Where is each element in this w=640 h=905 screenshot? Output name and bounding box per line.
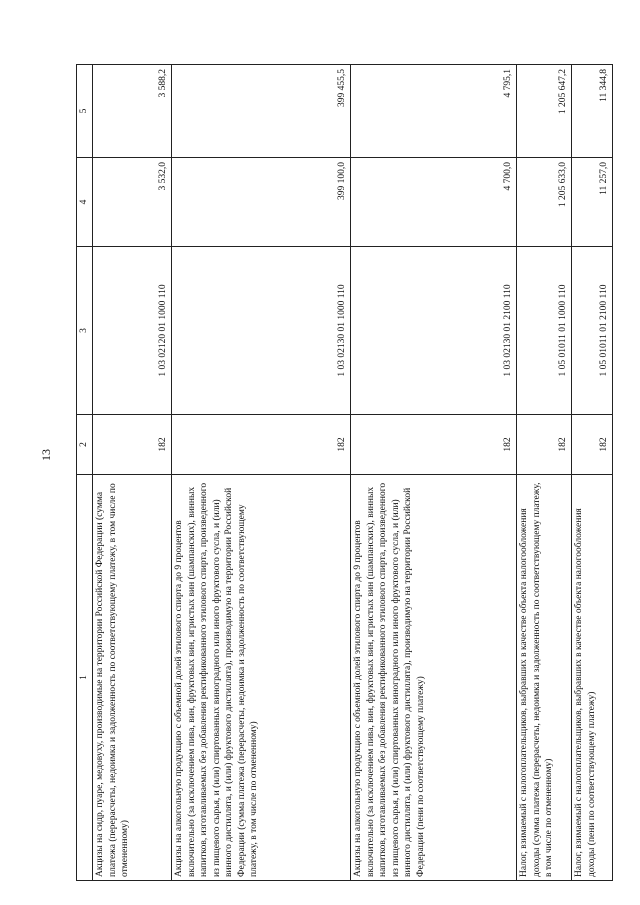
admin-code-cell: 182 xyxy=(572,415,613,475)
admin-code-cell: 182 xyxy=(351,415,517,475)
admin-code-cell: 182 xyxy=(93,415,172,475)
amount-cell: 3 588,2 xyxy=(93,65,172,158)
table-row xyxy=(572,65,613,881)
admin-code-cell: 182 xyxy=(517,415,572,475)
header-cell: 3 xyxy=(77,247,93,415)
table-row xyxy=(93,65,172,881)
kbk-cell: 1 03 02130 01 2100 110 xyxy=(351,247,517,415)
header-cell: 1 xyxy=(77,475,93,881)
admin-code-cell: 182 xyxy=(172,415,351,475)
header-cell: 2 xyxy=(77,415,93,475)
amount-cell: 4 700,0 xyxy=(351,158,517,247)
amount-cell: 399 455,5 xyxy=(172,65,351,158)
kbk-cell: 1 03 02120 01 1000 110 xyxy=(93,247,172,415)
table-row xyxy=(517,65,572,881)
description-cell: Налог, взимаемый с налогоплательщиков, выбравших в качестве объекта налогообложения доходы (пени по соответствующему платежу) xyxy=(572,475,613,881)
rotated-table-container xyxy=(76,65,609,881)
amount-cell: 11 344,8 xyxy=(572,65,613,158)
table-wrapper xyxy=(76,65,609,881)
revenue-table xyxy=(76,64,613,881)
page-number: 13 xyxy=(39,449,53,461)
kbk-cell: 1 05 01011 01 2100 110 xyxy=(572,247,613,415)
amount-cell: 11 257,0 xyxy=(572,158,613,247)
table-row xyxy=(351,65,517,881)
amount-cell: 1 205 647,2 xyxy=(517,65,572,158)
kbk-cell: 1 03 02130 01 1000 110 xyxy=(172,247,351,415)
amount-cell: 399 100,0 xyxy=(172,158,351,247)
kbk-cell: 1 05 01011 01 1000 110 xyxy=(517,247,572,415)
description-cell: Акцизы на алкогольную продукцию с объемной долей этилового спирта до 9 процентов включительно (за исключением пива, вин, фруктовых вин, игристых вин (шампанских), винных напитков, изготавливаемых без добавления ректификованного этилового спирта, произведенного из пищевого сырья, и (или) спиртованных виноградного или иного фруктового сусла, и (или) винного дистиллята, и (или) фруктового дистиллята), производимую на территории Российской Федерации (сумма платежа (перерасчеты, недоимка и задолженность по соответствующему платежу, в том числе по отмененному) xyxy=(172,475,351,881)
table-row xyxy=(172,65,351,881)
amount-cell: 4 795,1 xyxy=(351,65,517,158)
header-cell: 4 xyxy=(77,158,93,247)
amount-cell: 1 205 633,0 xyxy=(517,158,572,247)
description-cell: Налог, взимаемый с налогоплательщиков, выбравших в качестве объекта налогообложения доходы (сумма платежа (перерасчеты, недоимка и задолженность по соответствующему платежу, в том числе по отмененному) xyxy=(517,475,572,881)
description-cell: Акцизы на сидр, пуаре, медовуху, производимые на территории Российской Федерации (сумма платежа (перерасчеты, недоимка и задолженность по соответствующему платежу, в том числе по отмененному) xyxy=(93,475,172,881)
header-cell: 5 xyxy=(77,65,93,158)
header-row xyxy=(77,65,93,881)
description-cell: Акцизы на алкогольную продукцию с объемной долей этилового спирта до 9 процентов включительно (за исключением пива, вин, фруктовых вин, игристых вин (шампанских), винных напитков, изготавливаемых без добавления ректификованного этилового спирта, произведенного из пищевого сырья, и (или) спиртованных виноградного или иного фруктового сусла, и (или) винного дистиллята, и (или) фруктового дистиллята), производимую на территории Российской Федерации (пени по соответствующему платежу) xyxy=(351,475,517,881)
amount-cell: 3 532,0 xyxy=(93,158,172,247)
